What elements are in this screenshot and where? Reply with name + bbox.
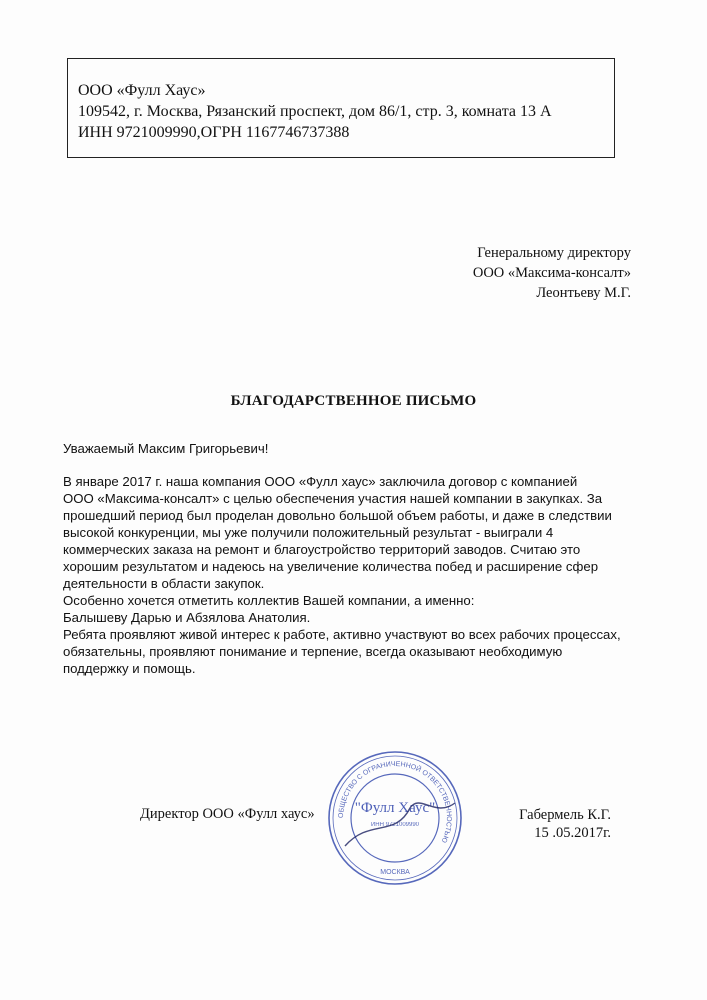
body-line: прошедший период был проделан довольно большой объем работы, и даже в следствии	[63, 508, 612, 523]
signatory-name: Габермель К.Г.	[519, 807, 611, 823]
body-line: высокой конкуренции, мы уже получили положительный результат - выиграли 4	[63, 525, 554, 540]
body-line: хорошим результатом и надеюсь на увеличение количества побед и расширение сфер	[63, 559, 599, 574]
letterhead-box	[67, 58, 615, 158]
recipient-company: ООО «Максима-консалт»	[472, 265, 631, 281]
recipient-position: Генеральному директору	[477, 245, 631, 261]
body-line: В январе 2017 г. наша компания ООО «Фулл хаус» заключила договор с компанией	[63, 474, 578, 489]
greeting: Уважаемый Максим Григорьевич!	[63, 441, 269, 456]
seal-city-text: МОСКВА	[380, 869, 410, 876]
body-line: Балышеву Дарью и Абзялова Анатолия.	[63, 610, 311, 625]
letter-title: БЛАГОДАРСТВЕННОЕ ПИСЬМО	[230, 393, 477, 409]
body-line: деятельности в области закупок.	[63, 576, 265, 591]
company-ids: ИНН 9721009990,ОГРН 1167746737388	[78, 124, 350, 141]
company-seal	[325, 748, 465, 888]
body-line: Ребята проявляют живой интерес к работе, активно участвуют во всех рабочих процессах,	[63, 627, 621, 642]
body-line: Особенно хочется отметить коллектив Вашей компании, а именно:	[63, 593, 475, 608]
body-line: ООО «Максима-консалт» с целью обеспечения участия нашей компании в закупках. За	[63, 491, 603, 506]
signatory-block	[519, 806, 611, 842]
letter-body	[63, 440, 643, 677]
body-line: обязательны, проявляют понимание и терпение, всегда оказывают необходимую	[63, 644, 563, 659]
recipient-block	[473, 243, 631, 303]
recipient-name: Леонтьеву М.Г.	[536, 285, 631, 301]
body-line: поддержку и помощь.	[63, 661, 196, 676]
signature-date: 15 .05.2017г.	[534, 825, 611, 841]
seal-inn-text: ИНН 9721009990	[370, 822, 420, 828]
body-line: коммерческих заказа на ремонт и благоустройство территорий заводов. Считаю это	[63, 542, 581, 557]
seal-ring-text: ОБЩЕСТВО С ОГРАНИЧЕННОЙ ОТВЕТСТВЕННОСТЬЮ	[337, 760, 453, 844]
company-name: ООО «Фулл Хаус»	[78, 82, 206, 99]
seal-center-text: "Фулл Хаус"	[354, 800, 436, 816]
signatory-position: Директор ООО «Фулл хаус»	[140, 806, 315, 822]
company-address: 109542, г. Москва, Рязанский проспект, дом 86/1, стр. 3, комната 13 А	[78, 103, 552, 120]
